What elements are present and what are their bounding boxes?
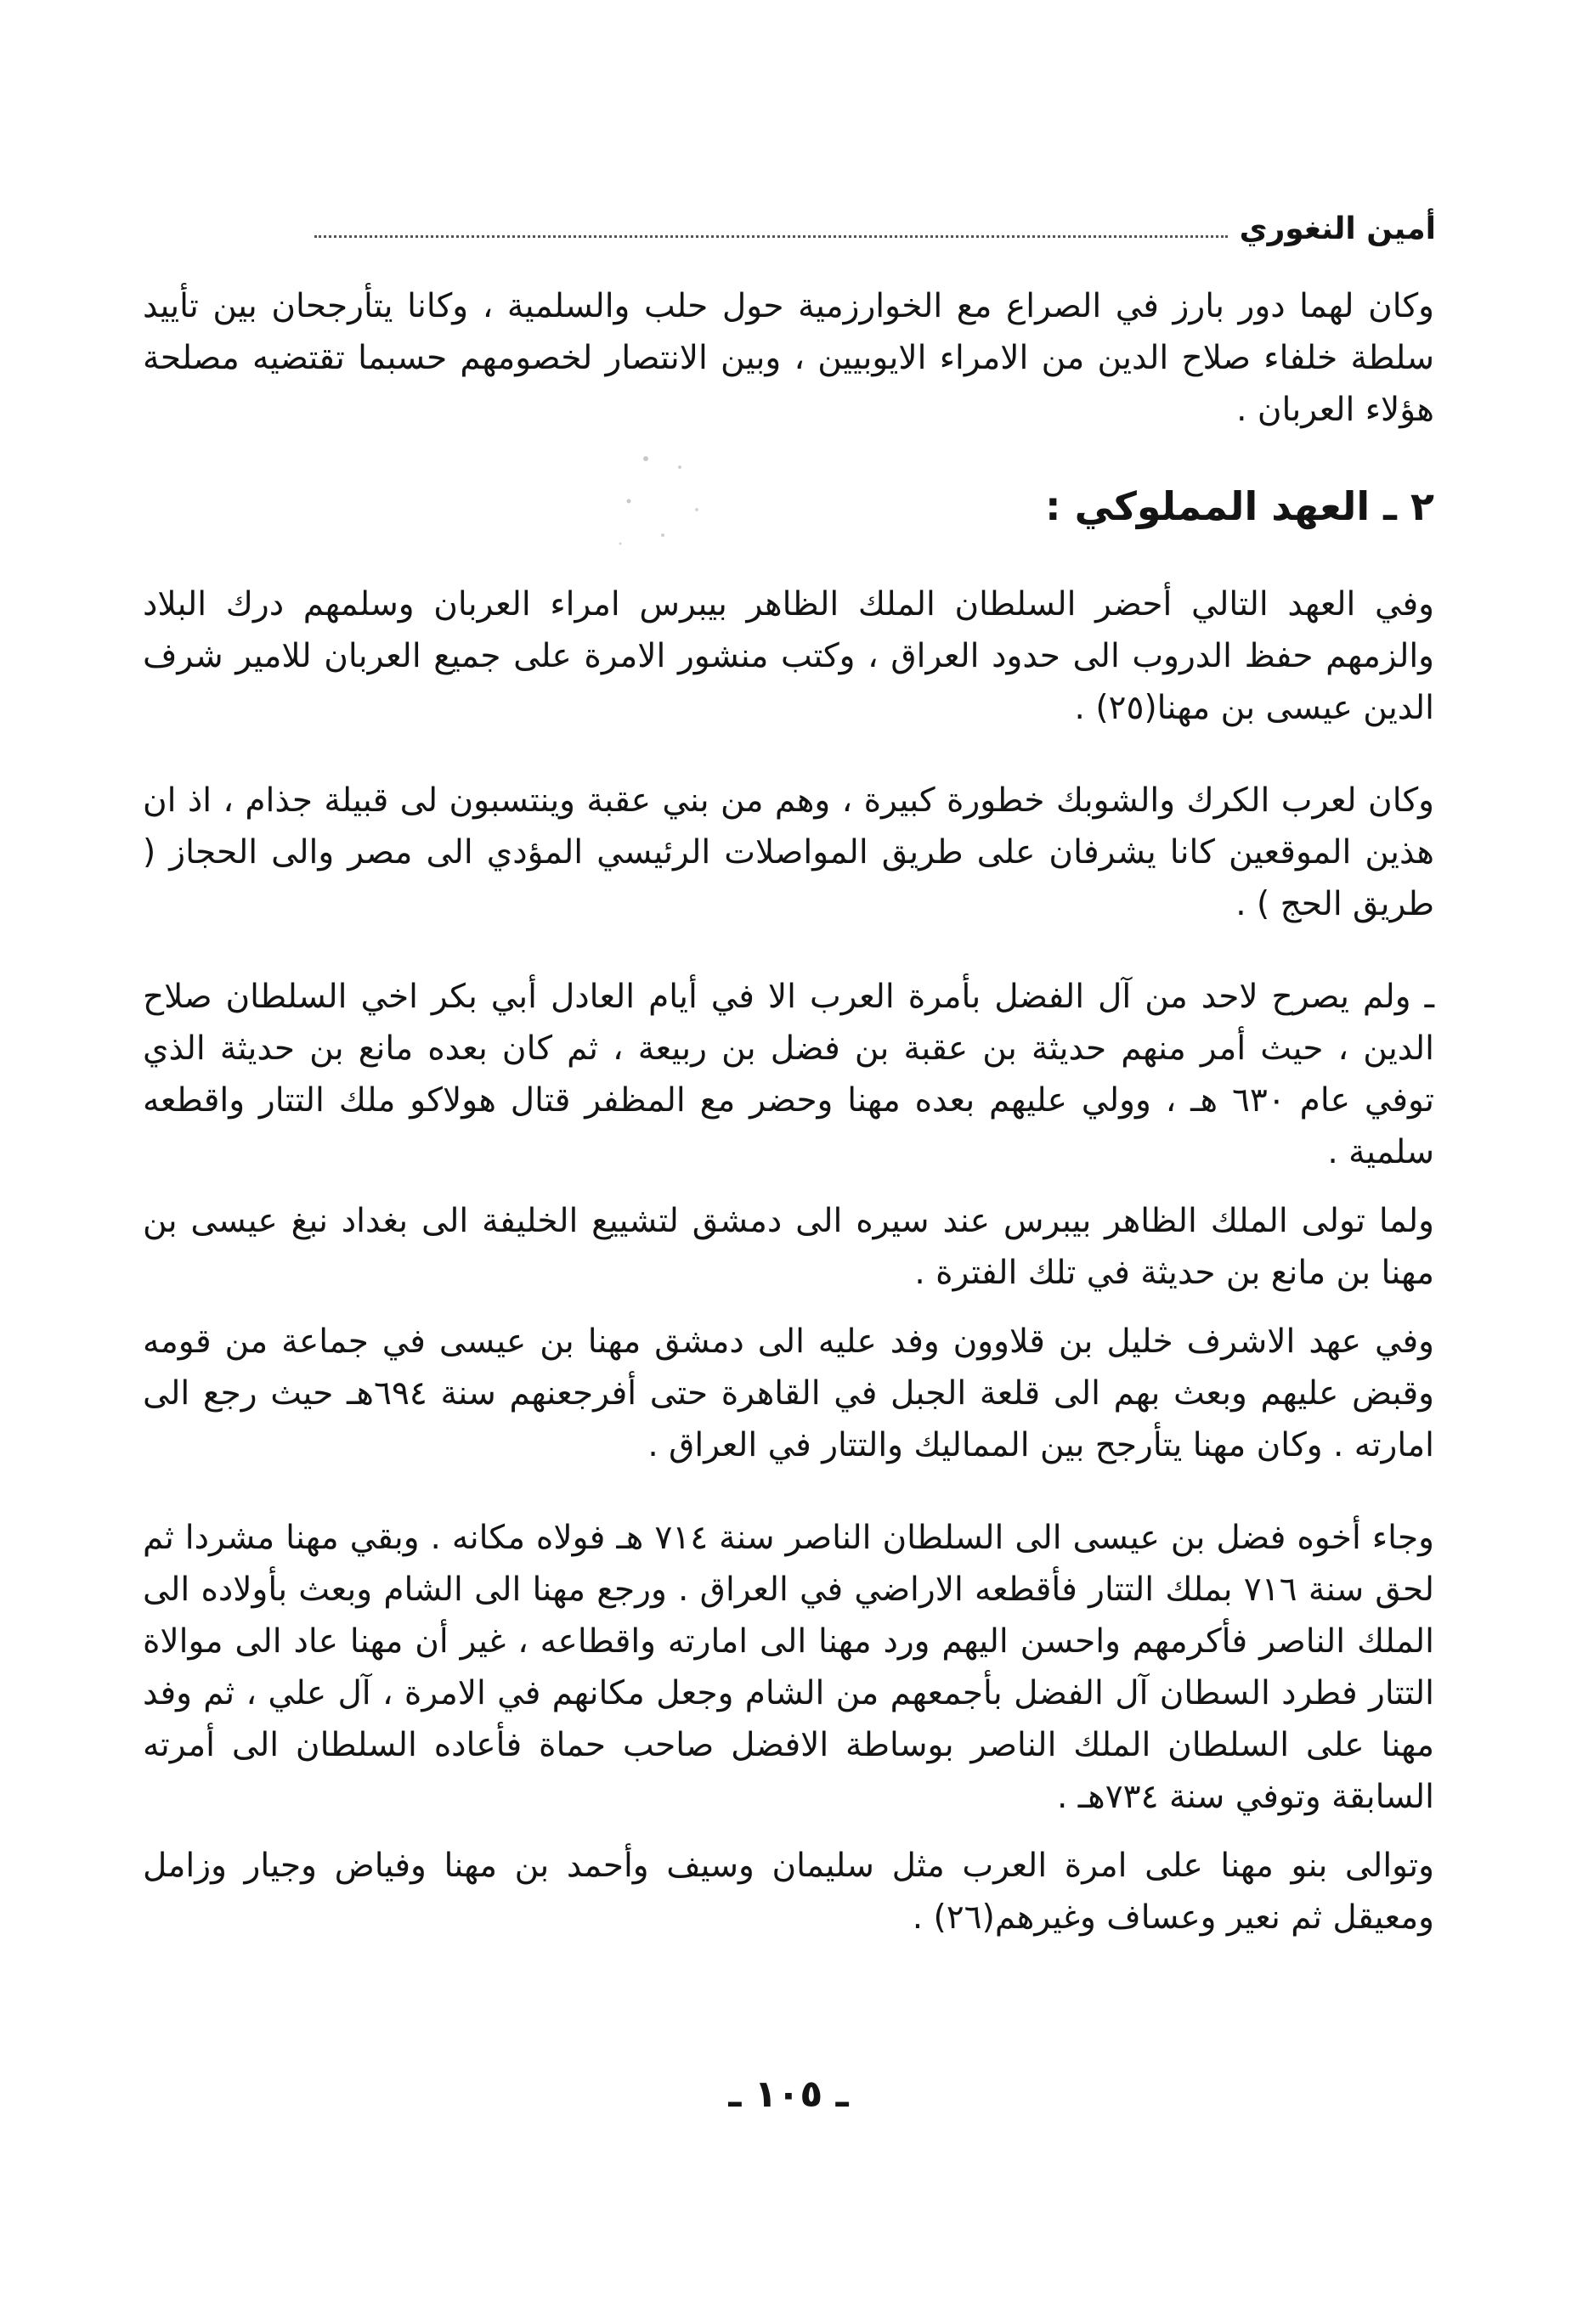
- paragraph-ashraf-khalil: وفي عهد الاشرف خليل بن قلاوون وفد عليه الى دمشق مهنا بن عيسى في جماعة من قومه وقبض عليهم وبعث بهم الى قلعة الجبل في القاهرة حتى أفرجعنهم سنة ٦٩٤هـ حيث رجع الى امارته . وكان مهنا يتأرجح بين المماليك والتتار في العراق .: [143, 1323, 1435, 1464]
- section-heading-mamluk-era: ٢ ـ العهد المملوكي :: [1045, 483, 1434, 529]
- paragraph-al-fadl: ـ ولم يصرح لاحد من آل الفضل بأمرة العرب الا في أيام العادل أبي بكر اخي السلطان صلاح الدين ، حيث أمر منهم حديثة بن عقبة بن فضل بن ربيعة ، ثم كان بعده مانع بن حديثة الذي توفي عام ٦٣٠ هـ ، وولي عليهم بعده مهنا وحضر مع المظفر قتال هولاكو ملك التتار واقطعه سلمية .: [143, 978, 1434, 1171]
- paragraph-issa-bin-muhanna: ولما تولى الملك الظاهر بيبرس عند سيره الى دمشق لتشييع الخليفة الى بغداد نبغ عيسى بن مهنا بن مانع بن حديثة في تلك الفترة .: [143, 1202, 1434, 1292]
- body-text: [143, 280, 1434, 1984]
- paragraph-fadl-bin-issa: وجاء أخوه فضل بن عيسى الى السلطان الناصر سنة ٧١٤ هـ فولاه مكانه . وبقي مهنا مشردا ثم لحق سنة ٧١٦ بملك التتار فأقطعه الاراضي في العراق . ورجع مهنا الى الشام وبعث بأولاده الى الملك الناصر فأكرمهم واحسن اليهم ورد مهنا الى امارته واقطاعه ، غير أن مهنا عاد الى موالاة التتار فطرد السطان آل الفضل بأجمعهم من الشام وجعل مكانهم في الامرة ، آل علي ، ثم وفد مهنا على السلطان الملك الناصر بوساطة الافضل صاحب حماة فأعاده السلطان الى أمرته السابقة وتوفي سنة ٧٣٤هـ .: [143, 1519, 1435, 1816]
- paragraph-bani-muhanna: وتوالى بنو مهنا على امرة العرب مثل سليمان وسيف وأحمد بن مهنا وفياض وجيار وزامل ومعيقل ثم نعير وعساف وغيرهم(٢٦) .: [143, 1847, 1434, 1937]
- paragraph-khwarazmia: وكان لهما دور بارز في الصراع مع الخوارزمية حول حلب والسلمية ، وكانا يتأرجحان بين تأييد سلطة خلفاء صلاح الدين من الامراء الايوبيين ، وبين الانتصار لخصومهم حسبما تقتضيه مصلحة هؤلاء العربان .: [143, 287, 1434, 429]
- header-dotted-rule: [314, 235, 1228, 238]
- header-author: أمين النغوري: [1239, 212, 1436, 246]
- page-number: ـ ١٠٥ ـ: [728, 2073, 849, 2116]
- paragraph-baybars-emirs: وفي العهد التالي أحضر السلطان الملك الظاهر بيبرس امراء العربان وسلمهم درك البلاد والزمهم حفظ الدروب الى حدود العراق ، وكتب منشور الامرة على جميع العربان للامير شرف الدين عيسى بن مهنا(٢٥) .: [143, 585, 1434, 727]
- running-header: [314, 194, 1436, 245]
- paragraph-karak-shoubak: وكان لعرب الكرك والشوبك خطورة كبيرة ، وهم من بني عقبة وينتسبون لى قبيلة جذام ، اذ ان هذين الموقعين كانا يشرفان على طريق المواصلات الرئيسي المؤدي الى مصر والى الحجاز ( طريق الحج ) .: [143, 781, 1434, 923]
